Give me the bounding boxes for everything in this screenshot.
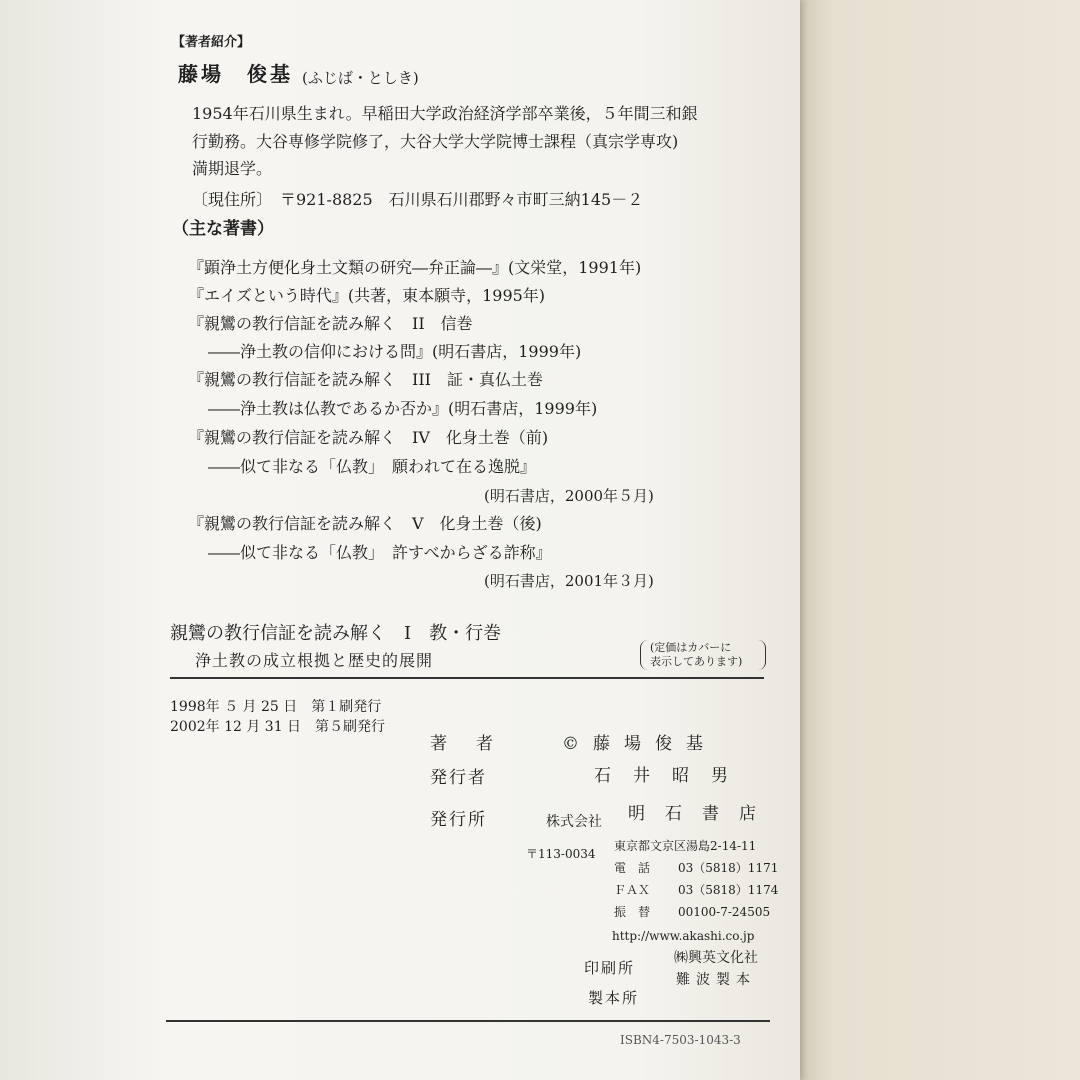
work-item-publisher: (明石書店，2001年３月) xyxy=(484,572,654,590)
transfer-number: 00100-7-24505 xyxy=(678,905,771,919)
work-item-publisher: (明石書店，2000年５月) xyxy=(484,487,654,505)
book-subtitle: 浄土教の成立根拠と歴史的展開 xyxy=(195,651,434,670)
work-item: 『親鸞の教行信証を読み解く III 証・真仏土巻 xyxy=(188,370,543,389)
publisher-label: 発行者 xyxy=(430,768,487,788)
phone-label: 電 話 xyxy=(614,861,651,875)
author-profile-header: 【著者紹介】 xyxy=(172,35,251,50)
work-item: 『親鸞の教行信証を読み解く II 信巻 xyxy=(188,314,473,333)
printer-label: 印刷所 xyxy=(584,959,636,977)
book-title: 親鸞の教行信証を読み解く I 教・行巻 xyxy=(170,623,502,644)
publishing-house-value: 明石書店 xyxy=(628,804,776,824)
publisher-address: 東京都文京区湯島2-14-11 xyxy=(614,839,757,853)
background-surface xyxy=(800,0,1080,1080)
price-note-line: 表示してあります) xyxy=(650,655,743,668)
colophon-top-rule xyxy=(170,677,764,679)
print-history-line: 1998年 ５ 月 25 日 第１刷発行 xyxy=(170,699,382,715)
author-bio-line: 満期退学。 xyxy=(192,159,273,178)
work-item: 『エイズという時代』(共著，東本願寺，1995年) xyxy=(188,286,546,305)
binder-label: 製本所 xyxy=(588,989,640,1007)
publishing-house-prefix: 株式会社 xyxy=(546,814,602,830)
work-item-subtitle: ――似て非なる「仏教」 許すべからざる詐称』 xyxy=(208,543,552,562)
work-item: 『親鸞の教行信証を読み解く V 化身土巻（後) xyxy=(188,514,542,533)
fax-number: 03（5818）1174 xyxy=(678,883,779,897)
price-note-line: (定価はカバーに xyxy=(650,641,732,654)
work-item: 『親鸞の教行信証を読み解く IV 化身土巻（前) xyxy=(188,428,549,447)
work-item-subtitle: ――似て非なる「仏教」 願われて在る逸脱』 xyxy=(208,457,537,476)
publishing-house-label: 発行所 xyxy=(430,810,487,830)
work-item: 『顕浄土方便化身土文類の研究―弁正論―』(文栄堂，1991年) xyxy=(188,258,642,277)
phone-number: 03（5818）1171 xyxy=(678,861,779,875)
author-label: 著 者 xyxy=(430,734,499,754)
author-value: ©藤場俊基 xyxy=(562,734,717,754)
fax-label: ＦＡＸ xyxy=(614,883,651,897)
printer-value: ㈱興英文化社 xyxy=(674,950,758,966)
author-name-reading: (ふじば・としき) xyxy=(302,69,419,87)
colophon-bottom-rule xyxy=(166,1020,770,1022)
publisher-value: 石井昭男 xyxy=(594,766,750,786)
author-bio-line: 行勤務。大谷専修学院修了，大谷大学大学院博士課程（真宗学専攻) xyxy=(192,132,679,151)
work-item-subtitle: ――浄土教の信仰における問』(明石書店，1999年) xyxy=(208,342,582,361)
author-address: 〔現住所〕 〒921-8825 石川県石川郡野々市町三納145－２ xyxy=(192,190,644,209)
work-item-subtitle: ――浄土教は仏教であるか否か』(明石書店，1999年) xyxy=(208,399,598,418)
postal-code: 〒113-0034 xyxy=(526,847,596,861)
author-bio-line: 1954年石川県生まれ。早稲田大学政治経済学部卒業後，５年間三和銀 xyxy=(192,104,698,123)
binder-value: 難波製本 xyxy=(676,972,756,988)
transfer-label: 振 替 xyxy=(614,905,651,919)
author-name: 藤場 俊基 xyxy=(178,62,293,86)
print-history-line: 2002年 12 月 31 日 第５刷発行 xyxy=(170,719,386,735)
publisher-url: http://www.akashi.co.jp xyxy=(612,929,755,943)
works-header: （主な著書） xyxy=(172,219,274,239)
isbn: ISBN4-7503-1043-3 xyxy=(620,1033,741,1047)
